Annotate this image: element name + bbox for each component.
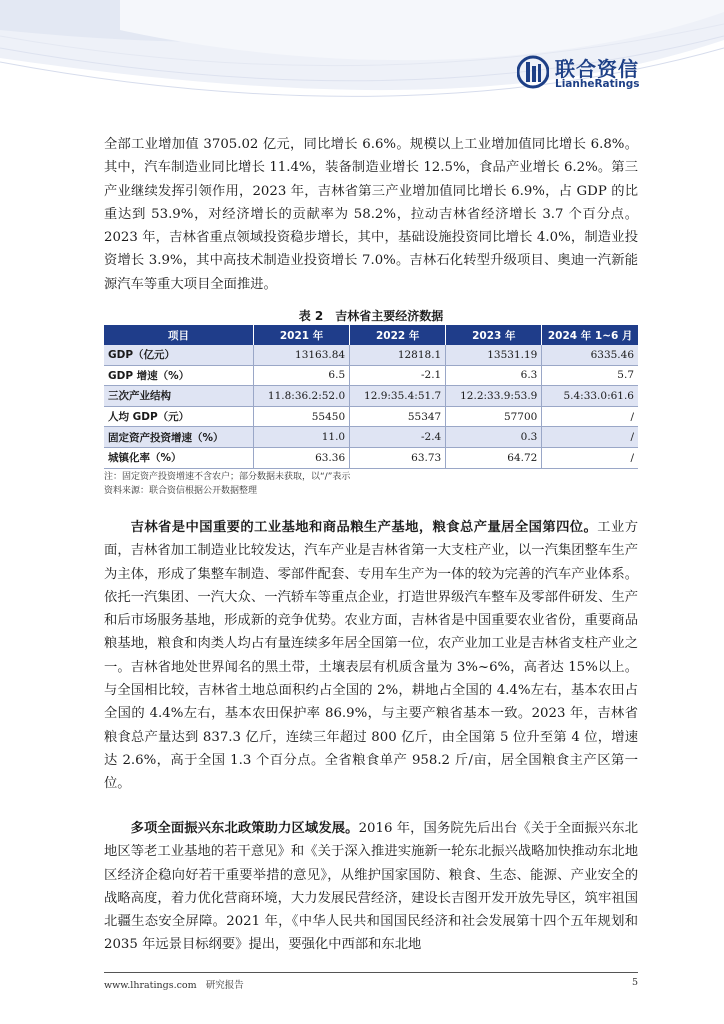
cell-value: 63.73 [350, 447, 446, 468]
table-row [104, 386, 638, 407]
cell-value: 12.9:35.4:51.7 [350, 386, 446, 407]
row-label: GDP 增速（%） [104, 365, 254, 386]
cell-value: 63.36 [254, 447, 350, 468]
col-header-2022: 2022 年 [350, 325, 446, 345]
lianhe-logo-icon [517, 54, 549, 90]
grain-paragraph-lead: 吉林省是中国重要的工业基地和商品粮生产基地，粮食总产量居全国第四位。 [130, 520, 598, 535]
cell-value: 12.2:33.9:53.9 [446, 386, 542, 407]
table-source: 资料来源：联合资信根据公开数据整理 [104, 486, 258, 496]
cell-value: 11.0 [254, 427, 350, 448]
page-number: 5 [631, 977, 638, 988]
policy-paragraph-lead: 多项全面振兴东北政策助力区域发展。 [130, 821, 359, 836]
col-header-2021: 2021 年 [254, 325, 350, 345]
cell-value: 13163.84 [254, 345, 350, 365]
intro-paragraph-text: 全部工业增加值 3705.02 亿元，同比增长 6.6%。规模以上工业增加值同比增长 6.8%。其中，汽车制造业同比增长 11.4%，装备制造业增长 12.5%，食品产业增长 6.2%。第三产业继续发挥引领作用，2023 年，吉林省第三产业增加值同比增长 6.9%，占 GDP 的比重达到 53.9%，对经济增长的贡献率为 58.2%，拉动吉林省经济增长 3.7 个百分点。2023 年，吉林省重点领域投资稳步增长，其中，基础设施投资同比增长 4.0%，制造业投资增长 3.9%，其中高技术制造业投资增长 7.0%。吉林石化转型升级项目、奥迪一汽新能源汽车等重大项目全面推进。 [104, 137, 638, 292]
company-logo [517, 52, 677, 92]
policy-paragraph-body: 2016 年，国务院先后出台《关于全面振兴东北地区等老工业基地的若干意见》和《关于深入推进实施新一轮东北振兴战略加快推动东北地区经济企稳向好若干重要举措的意见》，从维护国家国防、粮食、生态、能源、产业安全的战略高度，着力优化营商环境，大力发展民营经济，建设长吉图开发开放先导区，筑牢祖国北疆生态安全屏障。2021 年，《中华人民共和国国民经济和社会发展第十四个五年规划和 2035 年远景目标纲要》提出，要强化中西部和东北地 [104, 821, 638, 953]
economic-data-table [104, 325, 638, 469]
cell-value: 13531.19 [446, 345, 542, 365]
cell-value: 0.3 [446, 427, 542, 448]
cell-value: / [542, 427, 638, 448]
col-header-item: 项目 [104, 325, 254, 345]
table-caption: 表 2 吉林省主要经济数据 [298, 309, 444, 323]
cell-value: 57700 [446, 406, 542, 427]
intro-paragraph [104, 133, 638, 296]
cell-value: 5.4:33.0:61.6 [542, 386, 638, 407]
logo-chinese-text: 联合资信 [555, 57, 639, 81]
cell-value: 11.8:36.2:52.0 [254, 386, 350, 407]
col-header-2024h1: 2024 年 1~6 月 [542, 325, 638, 345]
cell-value: 5.7 [542, 365, 638, 386]
table-header-row [104, 325, 638, 345]
col-header-2023: 2023 年 [446, 325, 542, 345]
cell-value: 64.72 [446, 447, 542, 468]
row-label: 人均 GDP（元） [104, 406, 254, 427]
table-row [104, 427, 638, 448]
cell-value: / [542, 406, 638, 427]
row-label: 固定资产投资增速（%） [104, 427, 254, 448]
cell-value: 6335.46 [542, 345, 638, 365]
policy-paragraph [104, 817, 638, 957]
row-label: GDP（亿元） [104, 345, 254, 365]
cell-value: / [542, 447, 638, 468]
cell-value: 55450 [254, 406, 350, 427]
grain-industry-paragraph [104, 516, 638, 796]
table-row [104, 447, 638, 468]
footer-site [104, 977, 244, 991]
logo-english-text: LianheRatings [555, 78, 640, 90]
cell-value: 12818.1 [350, 345, 446, 365]
table-note: 注：固定资产投资增速不含农户；部分数据未获取，以“/”表示 [104, 472, 351, 482]
cell-value: -2.1 [350, 365, 446, 386]
row-label: 三次产业结构 [104, 386, 254, 407]
row-label: 城镇化率（%） [104, 447, 254, 468]
footer-url[interactable]: www.lhratings.com [104, 980, 197, 991]
table-row [104, 345, 638, 365]
cell-value: 6.5 [254, 365, 350, 386]
footer-doc-type: 研究报告 [205, 980, 244, 991]
table-row [104, 406, 638, 427]
table-row [104, 365, 638, 386]
cell-value: -2.4 [350, 427, 446, 448]
footer-divider [104, 972, 638, 973]
cell-value: 6.3 [446, 365, 542, 386]
grain-paragraph-body: 工业方面，吉林省加工制造业比较发达，汽车产业是吉林省第一大支柱产业，以一汽集团整车生产为主体，形成了集整车制造、零部件配套、专用车生产为一体的较为完善的汽车产业体系。依托一汽集团、一汽大众、一汽轿车等重点企业，打造世界级汽车整车及零部件研发、生产和后市场服务基地，形成新的竞争优势。农业方面，吉林省是中国重要农业省份，重要商品粮基地，粮食和肉类人均占有量连续多年居全国第一位，农产业加工业是吉林省支柱产业之一。吉林省地处世界闻名的黑土带，土壤表层有机质含量为 3%~6%，高者达 15%以上。与全国相比较，吉林省土地总面积约占全国的 2%，耕地占全国的 4.4%左右，基本农田占全国的 4.4%左右，基本农田保护率 86.9%，与主要产粮省基本一致。2023 年，吉林省粮食总产量达到 837.3 亿斤，连续三年超过 800 亿斤，由全国第 5 位升至第 4 位，增速达 2.6%，高于全国 1.3 个百分点。全省粮食单产 958.2 斤/亩，居全国粮食主产区第一位。 [104, 520, 639, 792]
cell-value: 55347 [350, 406, 446, 427]
